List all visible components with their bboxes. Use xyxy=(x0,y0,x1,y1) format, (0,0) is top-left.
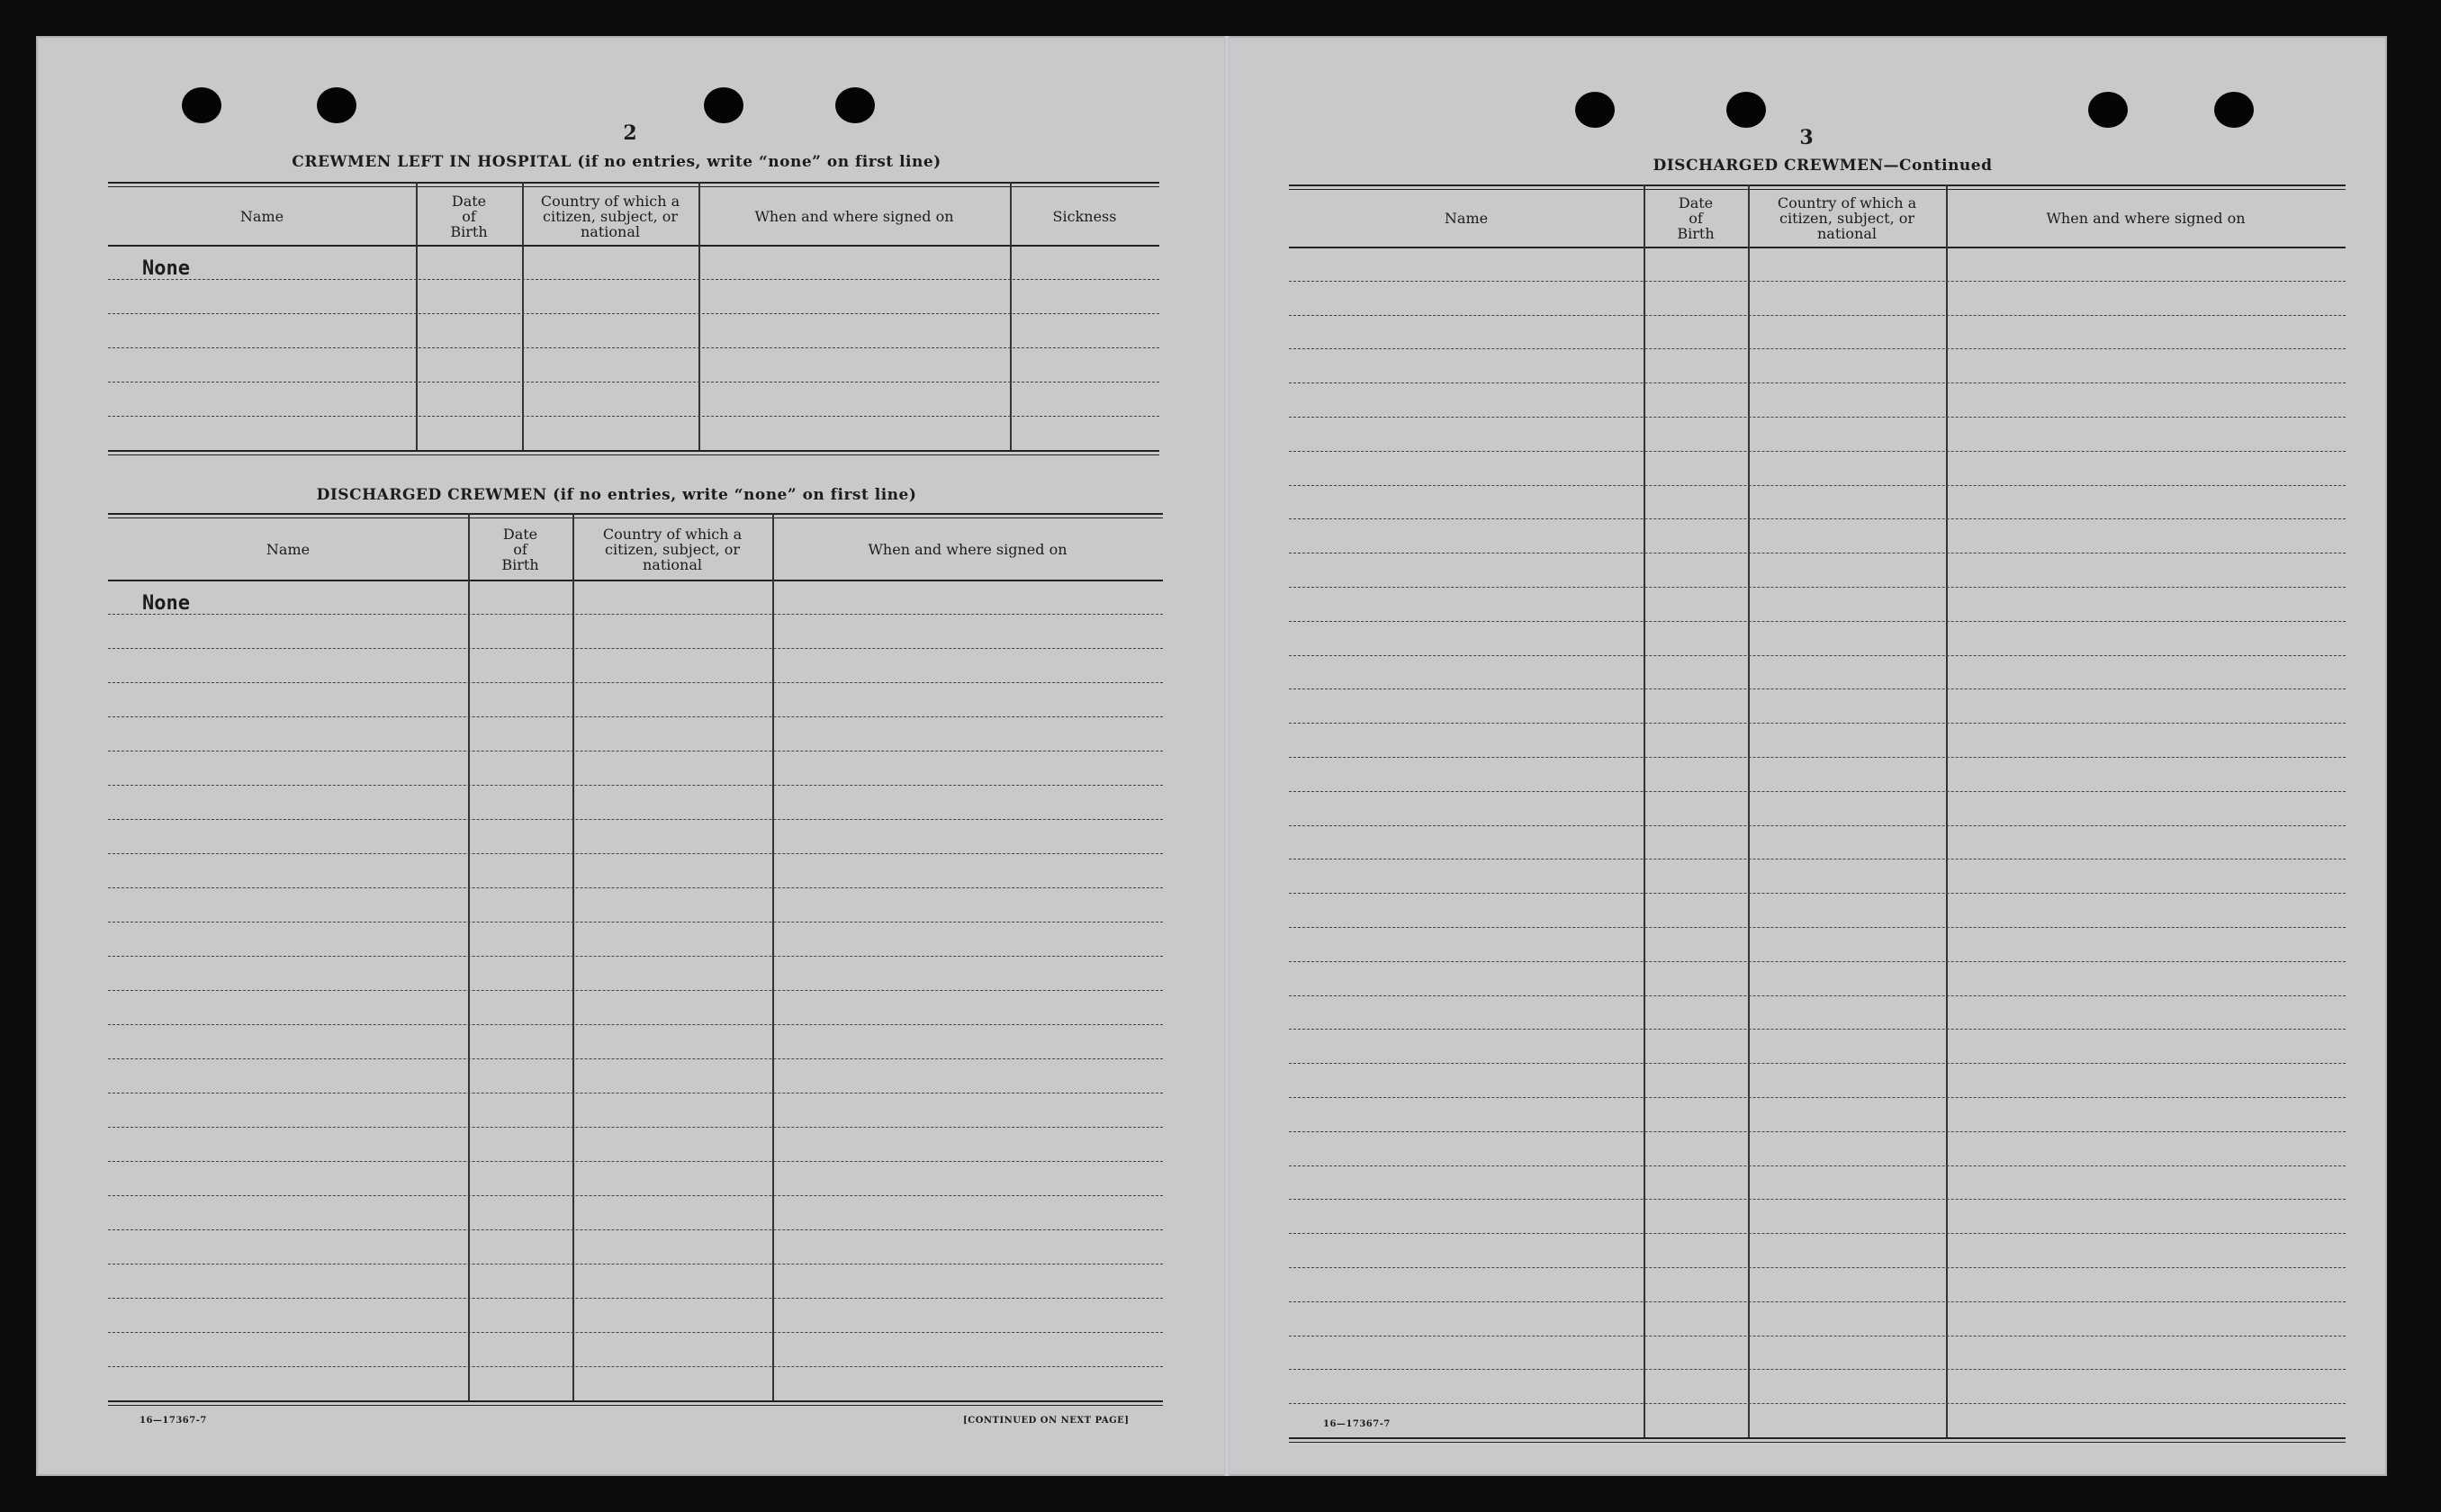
punch-hole xyxy=(317,87,356,123)
hospital-title-note: (if no entries, write “none” on first line) xyxy=(577,153,941,171)
discharged-row-line xyxy=(108,1161,1163,1162)
discharged-row-line xyxy=(108,1195,1163,1196)
discharged-row-line xyxy=(108,887,1163,888)
continued-row-line xyxy=(1289,859,2346,860)
form-number-right: 16—17367-7 xyxy=(1323,1419,1391,1429)
punch-hole xyxy=(1575,92,1615,128)
continued-row-line xyxy=(1289,348,2346,349)
continued-column-header: Name xyxy=(1444,210,1489,227)
continued-header-rule xyxy=(1289,247,2346,248)
continued-row-line xyxy=(1289,1029,2346,1030)
discharged-row-line xyxy=(108,1229,1163,1230)
discharged-row-line xyxy=(108,614,1163,615)
form-number-left: 16—17367-7 xyxy=(140,1416,207,1426)
continued-note: [CONTINUED ON NEXT PAGE] xyxy=(963,1416,1130,1426)
punch-hole xyxy=(835,87,875,123)
hospital-column-divider xyxy=(1010,182,1012,450)
hospital-column-divider xyxy=(698,182,700,450)
hospital-column-divider xyxy=(416,182,418,450)
hospital-column-header: When and where signed on xyxy=(754,207,954,225)
continued-column-divider xyxy=(1946,184,1948,1437)
continued-row-line xyxy=(1289,587,2346,588)
continued-row-line xyxy=(1289,621,2346,622)
hospital-title-text: CREWMEN LEFT IN HOSPITAL xyxy=(292,153,572,171)
hospital-column-divider xyxy=(522,182,524,450)
continued-row-line xyxy=(1289,553,2346,554)
continued-row-line xyxy=(1289,995,2346,996)
discharged-row-line xyxy=(108,1298,1163,1299)
continued-row-line xyxy=(1289,688,2346,689)
continued-top-rule xyxy=(1289,184,2346,190)
hospital-row-line xyxy=(108,279,1159,280)
continued-row-line xyxy=(1289,1267,2346,1268)
continued-row-line xyxy=(1289,281,2346,282)
punch-hole xyxy=(1726,92,1766,128)
hospital-top-rule xyxy=(108,182,1159,187)
discharged-row-line xyxy=(108,1366,1163,1367)
continued-column-header: Date of Birth xyxy=(1677,194,1715,242)
punch-hole xyxy=(182,87,221,123)
continued-row-line xyxy=(1289,417,2346,418)
discharged-row-line xyxy=(108,1024,1163,1025)
discharged-top-rule xyxy=(108,513,1163,518)
discharged-column-header: Name xyxy=(266,540,311,558)
continued-section-title: DISCHARGED CREWMEN—Continued xyxy=(1653,157,1993,175)
continued-row-line xyxy=(1289,485,2346,486)
punch-hole xyxy=(2088,92,2128,128)
continued-row-line xyxy=(1289,1131,2346,1132)
continued-row-line xyxy=(1289,1403,2346,1404)
page-number-left: 2 xyxy=(623,122,637,145)
discharged-row-line xyxy=(108,648,1163,649)
discharged-column-header: Country of which a citizen, subject, or national xyxy=(602,525,743,573)
continued-row-line xyxy=(1289,1199,2346,1200)
continued-column-header: Country of which a citizen, subject, or national xyxy=(1777,194,1917,242)
continued-row-line xyxy=(1289,382,2346,383)
discharged-row-line xyxy=(108,751,1163,752)
discharged-row-line xyxy=(108,682,1163,683)
hospital-column-header: Country of which a citizen, subject, or national xyxy=(540,192,680,240)
continued-row-line xyxy=(1289,1097,2346,1098)
continued-row-line xyxy=(1289,723,2346,724)
discharged-section-title xyxy=(108,486,1125,504)
hospital-row-line xyxy=(108,416,1159,417)
hospital-section-title xyxy=(108,153,1125,171)
continued-column-divider xyxy=(1748,184,1750,1437)
discharged-column-header: When and where signed on xyxy=(868,540,1067,558)
document-sheet xyxy=(36,36,2387,1476)
page-fold xyxy=(1224,36,1230,1476)
hospital-first-entry: None xyxy=(142,257,190,280)
continued-row-line xyxy=(1289,791,2346,792)
hospital-row-line xyxy=(108,450,1159,455)
discharged-row-line xyxy=(108,785,1163,786)
discharged-row-line xyxy=(108,1400,1163,1406)
discharged-column-divider xyxy=(572,513,574,1400)
discharged-row-line xyxy=(108,956,1163,957)
hospital-row-line xyxy=(108,347,1159,348)
discharged-row-line xyxy=(108,819,1163,820)
discharged-first-entry: None xyxy=(142,592,190,615)
discharged-row-line xyxy=(108,1332,1163,1333)
discharged-row-line xyxy=(108,853,1163,854)
discharged-row-line xyxy=(108,716,1163,717)
continued-row-line xyxy=(1289,825,2346,826)
punch-hole xyxy=(2214,92,2254,128)
punch-hole xyxy=(704,87,743,123)
continued-row-line xyxy=(1289,927,2346,928)
hospital-header-rule xyxy=(108,245,1159,247)
continued-column-divider xyxy=(1644,184,1645,1437)
discharged-row-line xyxy=(108,1093,1163,1094)
hospital-column-header: Sickness xyxy=(1052,207,1117,225)
discharged-row-line xyxy=(108,1127,1163,1128)
continued-row-line xyxy=(1289,1369,2346,1370)
hospital-row-line xyxy=(108,313,1159,314)
page-number-right: 3 xyxy=(1799,126,1814,149)
discharged-title-text: DISCHARGED CREWMEN xyxy=(316,486,547,504)
continued-row-line xyxy=(1289,1233,2346,1234)
continued-row-line xyxy=(1289,518,2346,519)
continued-row-line xyxy=(1289,1437,2346,1443)
continued-row-line xyxy=(1289,757,2346,758)
continued-row-line xyxy=(1289,655,2346,656)
continued-row-line xyxy=(1289,315,2346,316)
discharged-column-header: Date of Birth xyxy=(501,525,539,573)
discharged-row-line xyxy=(108,1058,1163,1059)
hospital-column-header: Date of Birth xyxy=(450,192,488,240)
discharged-row-line xyxy=(108,990,1163,991)
discharged-header-rule xyxy=(108,580,1163,581)
continued-row-line xyxy=(1289,1301,2346,1302)
discharged-title-note: (if no entries, write “none” on first line) xyxy=(553,486,917,504)
continued-row-line xyxy=(1289,961,2346,962)
discharged-column-divider xyxy=(468,513,470,1400)
continued-row-line xyxy=(1289,1063,2346,1064)
continued-row-line xyxy=(1289,451,2346,452)
discharged-column-divider xyxy=(772,513,774,1400)
continued-column-header: When and where signed on xyxy=(2046,210,2246,227)
hospital-column-header: Name xyxy=(239,207,284,225)
continued-row-line xyxy=(1289,893,2346,894)
